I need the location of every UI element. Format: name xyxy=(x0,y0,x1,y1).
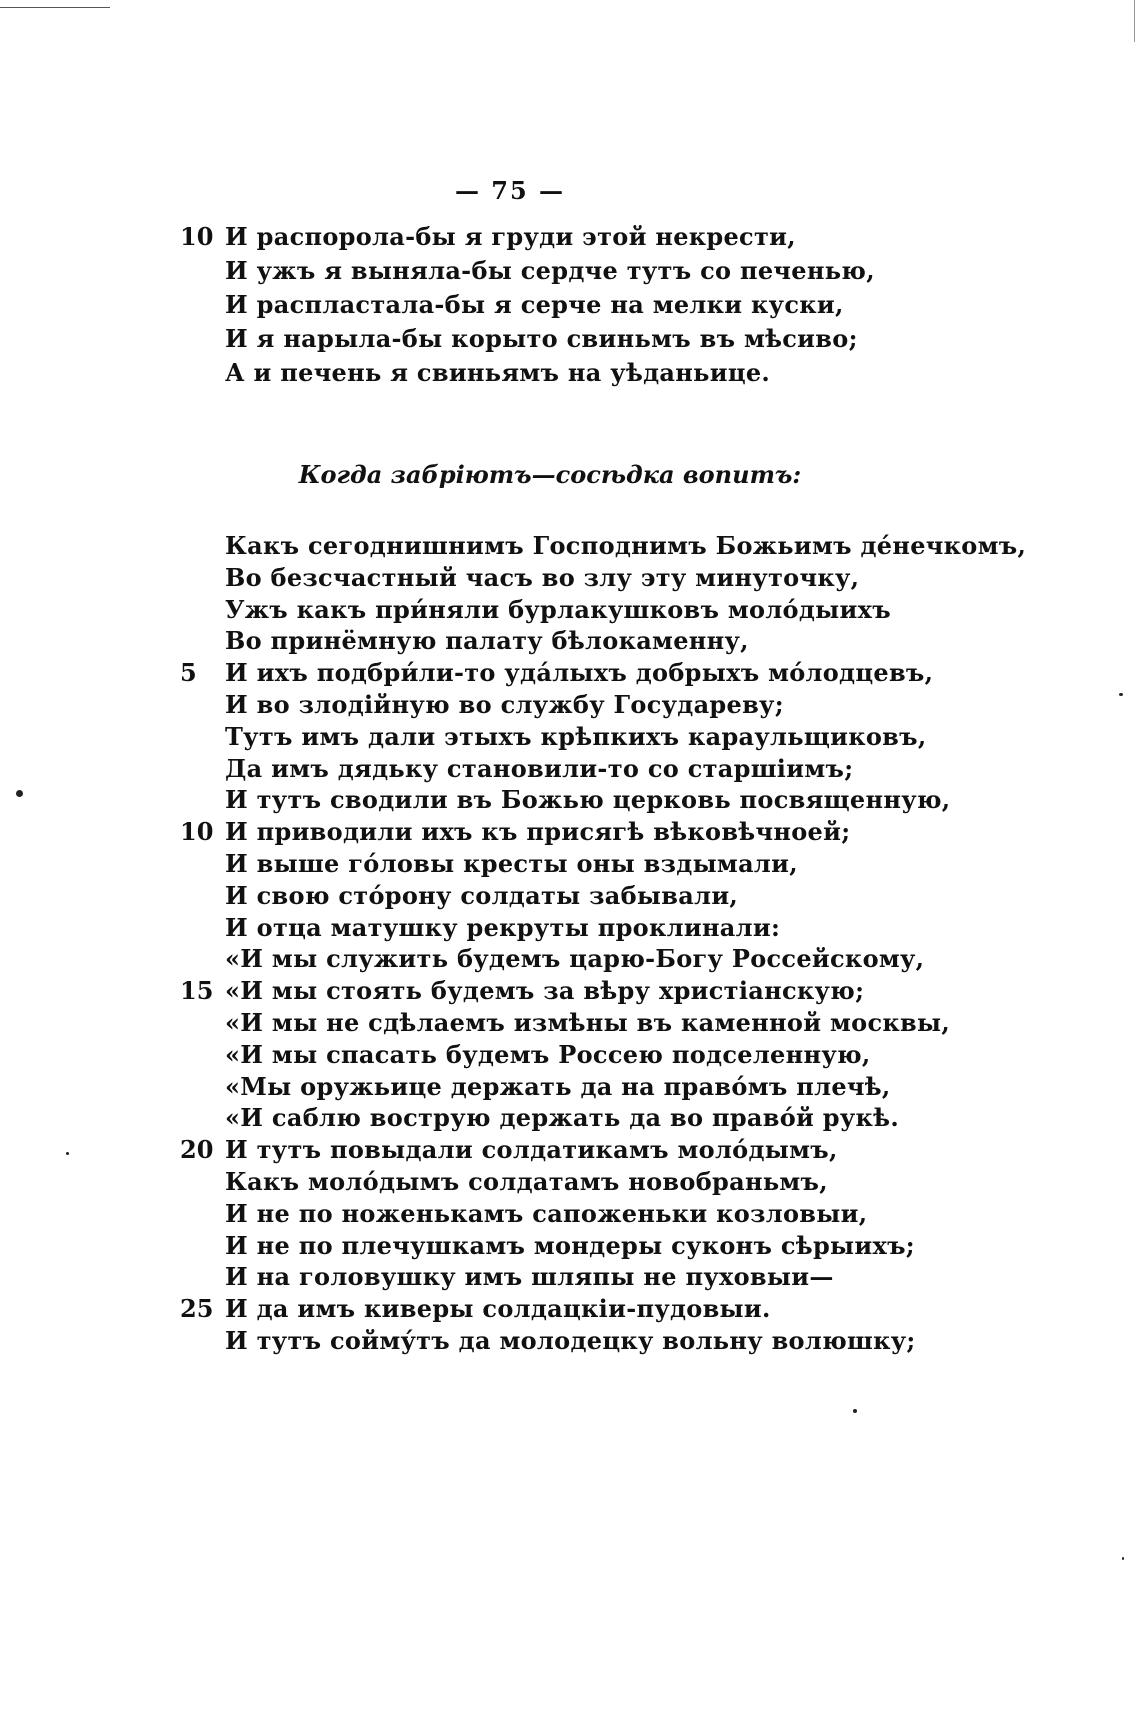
line-number: 5 xyxy=(180,658,197,688)
verse-text: Во принёмную палату бѣлокаменну, xyxy=(225,626,749,656)
scan-speck xyxy=(1119,693,1123,696)
verse-line xyxy=(180,880,880,912)
verse-text: Ужъ какъ при́няли бурлакушковъ моло́дыихъ xyxy=(225,594,891,624)
verse-line xyxy=(180,816,880,848)
verse-line xyxy=(180,975,880,1007)
verse-text: «И саблю вострую держать да во право́й рукѣ. xyxy=(225,1103,900,1133)
verse-line xyxy=(180,1071,891,1103)
verse-text: И ихъ подбри́ли-то уда́лыхъ добрыхъ мо́лодцевъ, xyxy=(225,658,934,688)
verse-line xyxy=(180,1230,915,1262)
page-edge-line xyxy=(1134,0,1135,42)
verse-text: И я нарыла-бы корыто свиньмъ въ мѣсиво; xyxy=(225,324,858,353)
scan-speck xyxy=(66,1152,69,1155)
verse-line xyxy=(180,943,925,975)
verse-text: «И мы не сдѣлаемъ измѣны въ каменной москвы, xyxy=(225,1007,950,1037)
scan-speck xyxy=(1122,1557,1124,1560)
verse-line xyxy=(180,220,880,254)
verse-line xyxy=(180,912,880,944)
page-number: — 75 — xyxy=(454,176,566,205)
verse-text: И на головушку имъ шляпы не пуховыи— xyxy=(225,1262,834,1292)
verse-text: «И мы спасать будемъ Россею подселенную, xyxy=(225,1039,871,1069)
poem-heading: Когда забрiютъ—сосѣдка вопитъ: xyxy=(298,460,802,489)
verse-line xyxy=(180,322,880,356)
verse-text: И тутъ повыдали солдатикамъ моло́дымъ, xyxy=(225,1135,838,1165)
verse-text: Какъ моло́дымъ солдатамъ новобраньмъ, xyxy=(225,1166,828,1196)
verse-line xyxy=(180,753,880,785)
verse-text: И отца матушку рекруты проклинали: xyxy=(225,912,781,942)
line-number: 25 xyxy=(180,1294,214,1324)
verse-line xyxy=(180,530,1027,562)
scan-speck xyxy=(853,1409,857,1413)
verse-line xyxy=(180,1134,880,1166)
verse-text: И ужъ я выняла-бы сердче тутъ со печенью, xyxy=(225,256,875,285)
line-number: 20 xyxy=(180,1135,214,1165)
verse-text: «И мы служить будемъ царю-Богу Россейскому, xyxy=(225,944,925,974)
verse-text: И тутъ сойму́тъ да молодецку вольну волюшку; xyxy=(225,1325,916,1355)
verse-line xyxy=(180,1198,880,1230)
verse-text: И распластала-бы я серче на мелки куски, xyxy=(225,290,844,319)
verse-text: И не по плечушкамъ мондеры суконъ сѣрыихъ; xyxy=(225,1230,915,1260)
verse-text: Во безсчастный часъ во злу эту минуточку, xyxy=(225,562,860,592)
verse-text: И во злодiйную во службу Государеву; xyxy=(225,689,784,719)
line-number: 10 xyxy=(180,817,214,847)
line-number: 15 xyxy=(180,976,214,1006)
verse-text: И тутъ сводили въ Божью церковь посвященную, xyxy=(225,785,951,815)
verse-line xyxy=(180,1293,880,1325)
line-number: 10 xyxy=(180,222,214,251)
verse-text: А и печень я свиньямъ на уѣданьице. xyxy=(225,358,771,387)
verse-line xyxy=(180,1325,916,1357)
verse-line xyxy=(180,1261,880,1293)
verse-text: Какъ сегоднишнимъ Господнимъ Божьимъ де́нечкомъ, xyxy=(225,531,1027,560)
verse-line xyxy=(180,1102,900,1134)
verse-line xyxy=(180,1039,880,1071)
verse-text: Тутъ имъ дали этыхъ крѣпкихъ караульщиковъ, xyxy=(225,721,927,751)
verse-line xyxy=(180,721,927,753)
verse-line xyxy=(180,625,880,657)
verse-line xyxy=(180,254,880,288)
verse-text: И выше го́ловы кресты оны вздымали, xyxy=(225,848,798,878)
verse-line xyxy=(180,657,934,689)
verse-text: И распорола-бы я груди этой некрести, xyxy=(225,222,796,251)
verse-line xyxy=(180,689,880,721)
verse-line xyxy=(180,562,880,594)
verse-text: «И мы стоять будемъ за вѣру христiанскую; xyxy=(225,976,865,1006)
stanza-1 xyxy=(180,220,880,390)
verse-text: И приводили ихъ къ присягѣ вѣковѣчноей; xyxy=(225,817,851,847)
verse-line xyxy=(180,356,880,390)
verse-line xyxy=(180,848,880,880)
verse-line xyxy=(180,784,951,816)
verse-line xyxy=(180,288,880,322)
verse-text: «Мы оружьице держать да на право́мъ плечѣ, xyxy=(225,1071,891,1101)
scan-speck xyxy=(16,790,23,797)
verse-line xyxy=(180,1007,950,1039)
verse-text: И свою сто́рону солдаты забывали, xyxy=(225,880,739,910)
stanza-2 xyxy=(180,530,1027,1357)
verse-text: И да имъ киверы солдацкiи-пудовыи. xyxy=(225,1294,771,1324)
top-rule xyxy=(0,7,110,8)
verse-line xyxy=(180,1166,880,1198)
verse-text: Да имъ дядьку становили-то со старшiимъ; xyxy=(225,753,854,783)
verse-text: И не по ноженькамъ сапоженьки козловыи, xyxy=(225,1198,868,1228)
verse-line xyxy=(180,594,891,626)
